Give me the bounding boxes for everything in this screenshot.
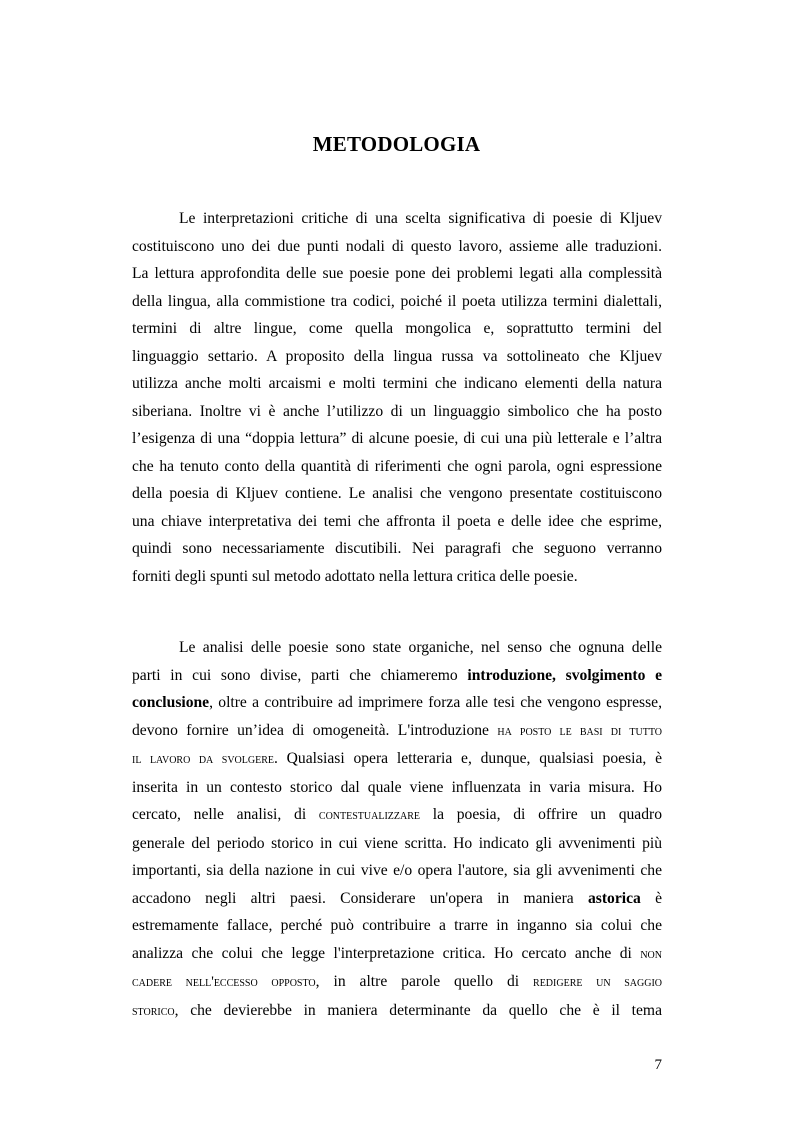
text-line [132, 997, 662, 1026]
text-run: devono fornire un’idea di omogeneità. L'introduzione [132, 721, 498, 739]
text-line: quindi sono necessariamente discutibili. Nei paragrafi che seguono verranno [132, 540, 662, 557]
text-line: della poesia di Kljuev contiene. Le analisi che vengono presentate costituiscono [132, 485, 662, 502]
bold-term: introduzione, svolgimento e [467, 666, 663, 684]
text-run: cercato, nelle analisi, di [132, 806, 319, 823]
text-line: linguaggio settario. A proposito della lingua russa va sottolineato che Kljuev [132, 347, 662, 365]
text-run: , che devierebbe in maniera determinante da quello che è il tema [174, 1001, 662, 1019]
text-run: Le analisi delle poesie sono state organiche, nel senso che ognuna delle [179, 639, 662, 656]
page-number: 7 [654, 1057, 662, 1073]
text-line: siberiana. Inoltre vi è anche l’utilizzo di un linguaggio simbolico che ha posto [132, 402, 662, 420]
text-line: una chiave interpretativa dei temi che affronta il poeta e delle idee che esprime, [132, 512, 662, 530]
bold-term: astorica [587, 889, 641, 907]
text-line [132, 912, 662, 940]
text-run: la poesia, di offrire un quadro [420, 806, 662, 823]
text-run: parti in cui sono divise, parti che chiameremo [132, 666, 468, 684]
text-line [132, 885, 662, 913]
text-line [132, 857, 662, 885]
text-run: estremamente fallace, perché può contribuire a trarre in inganno sia colui che [132, 917, 662, 934]
text-line: forniti degli spunti sul metodo adottato nella lettura critica delle poesie. [132, 567, 578, 585]
small-caps-phrase: redigere un saggio [533, 974, 663, 990]
small-caps-phrase: ha posto le basi di tutto [497, 722, 662, 739]
text-run: analizza che colui che legge l'interpretazione critica. Ho cercato anche di [132, 944, 641, 962]
text-run: generale del periodo storico in cui viene scritta. Ho indicato gli avvenimenti più [132, 834, 662, 852]
paragraph-analysis-structure [132, 634, 662, 1025]
text-line: utilizza anche molti arcaismi e molti termini che indicano elementi della natura [132, 375, 662, 392]
text-run: importanti, sia della nazione in cui vive e/o opera l'autore, sia gli avvenimenti che [132, 862, 662, 879]
text-run: inserita in un contesto storico dal quale viene influenzata in varia misura. Ho [132, 778, 662, 796]
text-line [132, 801, 662, 830]
small-caps-phrase: storico [132, 1002, 175, 1019]
text-line [132, 745, 662, 774]
small-caps-phrase: non [640, 945, 662, 962]
text-line [132, 662, 662, 690]
small-caps-phrase: cadere nell'eccesso opposto [132, 974, 316, 990]
small-caps-phrase: contestualizzare [318, 807, 421, 823]
text-line: della lingua, alla commistione tra codici, poiché il poeta utilizza termini dialettali, [132, 292, 662, 310]
text-line [132, 968, 662, 997]
text-run: , oltre a contribuire ad imprimere forza alle tesi che vengono espresse, [209, 694, 662, 711]
text-line [132, 940, 662, 969]
text-line [132, 774, 662, 802]
text-line: Le interpretazioni critiche di una scelta significativa di poesie di Kljuev [179, 210, 662, 227]
text-line: l’esigenza di una “doppia lettura” di alcune poesie, di cui una più letterale e l’altra [132, 430, 662, 447]
text-line [132, 634, 662, 662]
text-line: che ha tenuto conto della quantità di riferimenti che ogni parola, ogni espressione [132, 457, 662, 475]
small-caps-phrase: il lavoro da svolgere [132, 751, 274, 767]
text-line [132, 717, 662, 746]
text-run: . Qualsiasi opera letteraria e, dunque, qualsiasi poesia, è [273, 750, 662, 767]
text-run: accadono negli altri paesi. Considerare un'opera in maniera [132, 889, 588, 907]
text-run: , in altre parole quello di [315, 973, 534, 990]
page-title: METODOLOGIA [312, 132, 481, 156]
paragraph-methodology-intro [132, 205, 662, 590]
text-line: La lettura approfondita delle sue poesie pone dei problemi legati alla complessità [132, 265, 662, 282]
text-line: termini di altre lingue, come quella mongolica e, soprattutto termini del [132, 320, 662, 337]
text-line [132, 689, 662, 717]
text-line [132, 830, 662, 858]
text-run: è [640, 889, 662, 907]
bold-term: conclusione [132, 694, 210, 711]
text-line: costituiscono uno dei due punti nodali di questo lavoro, assieme alle traduzioni. [132, 237, 662, 255]
